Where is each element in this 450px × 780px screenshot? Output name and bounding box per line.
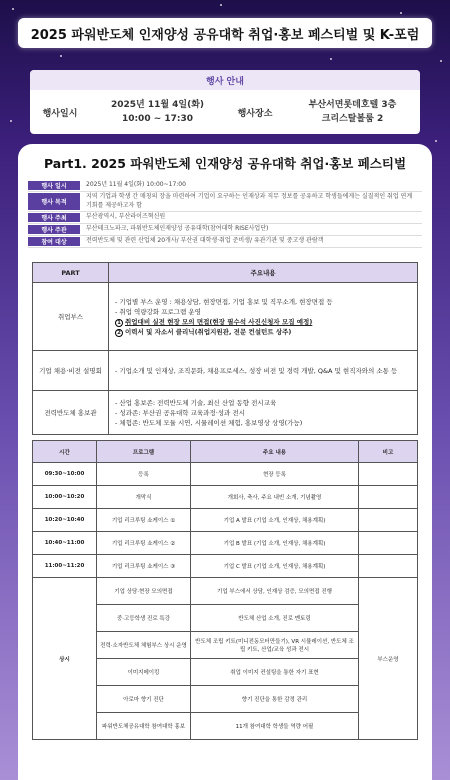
detail-row <box>28 236 422 248</box>
schedule-content: 반도체 산업 소개, 진로 멘토링 <box>191 605 359 632</box>
schedule-note <box>359 509 418 532</box>
schedule-note <box>359 463 418 486</box>
schedule-content: 반도체 조립 키트(미니전동모터만들기), VR 시뮬레이션, 반도체 조립 키트, 산업/교육 성과 전시 <box>191 632 359 659</box>
detail-key: 행사 주최 <box>28 213 80 222</box>
schedule-program: 기업 상담·현장 모의면접 <box>97 578 191 605</box>
detail-key: 참여 대상 <box>28 237 80 246</box>
table-row <box>33 532 418 555</box>
schedule-time: 10:20~10:40 <box>33 509 97 532</box>
row-description <box>109 351 418 391</box>
schedule-time: 11:00~11:20 <box>33 555 97 578</box>
table-header-row <box>33 441 418 463</box>
header-part: PART <box>33 263 109 283</box>
schedule-program: 파워반도체공유대학 참여대학 홍보 <box>97 713 191 740</box>
schedule-program: 전력·소자반도체 체험부스 상시 운영 <box>97 632 191 659</box>
detail-row <box>28 180 422 192</box>
row-description <box>109 283 418 351</box>
row-description <box>109 391 418 435</box>
header-program: 프로그램 <box>97 441 191 463</box>
place-value <box>285 98 420 126</box>
table-row <box>33 283 418 351</box>
schedule-content: 기업 B 발표 (기업 소개, 인재상, 채용계획) <box>191 532 359 555</box>
schedule-program: 중·고등학생 진로 특강 <box>97 605 191 632</box>
circle-number-icon: 2 <box>115 329 123 337</box>
schedule-program: 등록 <box>97 463 191 486</box>
row-category: 전력반도체 홍보관 <box>33 391 109 435</box>
schedule-content: 11개 참여대학 학생들 역량 어필 <box>191 713 359 740</box>
desc-line: - 취업 역량강화 프로그램 운영 <box>115 307 201 316</box>
time-text: 10:00 ~ 17:30 <box>121 114 194 124</box>
header-note: 비고 <box>359 441 418 463</box>
schedule-table <box>32 440 418 740</box>
date-value <box>90 98 225 126</box>
schedule-program: 개막식 <box>97 486 191 509</box>
desc-line: - 성과존: 부산권 공유대학 교육과정·성과 전시 <box>115 408 245 417</box>
schedule-note <box>359 532 418 555</box>
event-info-card <box>30 70 420 134</box>
desc-line-bold <box>115 327 411 337</box>
table-row <box>33 555 418 578</box>
page-title: 2025 파워반도체 인재양성 공유대학 취업·홍보 페스티벌 및 K-포럼 <box>18 18 432 48</box>
schedule-content: 현장 등록 <box>191 463 359 486</box>
row-category: 취업부스 <box>33 283 109 351</box>
table-row <box>33 578 418 605</box>
desc-line-bold <box>115 317 411 327</box>
date-label: 행사일시 <box>42 108 78 119</box>
desc-line: - 산업 홍보존: 전력반도체 기술, 최신 산업 동향 전시교육 <box>115 398 277 407</box>
detail-value: 전력반도체 및 관련 산업체 20개사/ 부산권 대학생·취업 준비생/ 유관기관 및 중고생 관람객 <box>86 237 324 244</box>
event-details <box>28 180 422 248</box>
detail-key: 행사 일시 <box>28 181 80 190</box>
schedule-content: 개회사, 축사, 주요 내빈 소개, 기념촬영 <box>191 486 359 509</box>
schedule-note-booth: 부스운영 <box>359 578 418 740</box>
schedule-time: 10:40~11:00 <box>33 532 97 555</box>
event-info-row <box>30 90 420 134</box>
detail-value: 부산광역시, 부산라이즈혁신원 <box>86 213 166 220</box>
item-text: 취업대비 실전 현장 모의 면접(현장 필수석 사진신청자 모집 예정) <box>125 317 313 326</box>
place-text-1: 부산서면롯데호텔 3층 <box>308 100 397 110</box>
detail-row <box>28 224 422 236</box>
detail-value: 2025년 11월 4일(화) 10:00~17:00 <box>86 181 186 188</box>
part-table <box>32 262 418 435</box>
part1-panel <box>18 144 432 780</box>
header-time: 시간 <box>33 441 97 463</box>
schedule-note <box>359 486 418 509</box>
table-row <box>33 391 418 435</box>
header-content: 주요 내용 <box>191 441 359 463</box>
table-row <box>33 351 418 391</box>
date-text: 2025년 11월 4일(화) <box>110 100 205 110</box>
schedule-time-always: 상시 <box>33 578 97 740</box>
schedule-program: 아로마 향기 진단 <box>97 686 191 713</box>
schedule-content: 기업 부스에서 상담, 인재상 검증, 모의면접 진행 <box>191 578 359 605</box>
schedule-content: 취업 이미지 컨설팅을 통한 자기 표현 <box>191 659 359 686</box>
place-text-2: 크리스탈볼룸 2 <box>321 114 384 124</box>
schedule-program: 기업 리크루팅 쇼케이스 ③ <box>97 555 191 578</box>
place-label: 행사장소 <box>237 108 273 119</box>
header-content: 주요내용 <box>109 263 418 283</box>
schedule-content: 기업 C 발표 (기업 소개, 인재상, 채용계획) <box>191 555 359 578</box>
table-header-row <box>33 263 418 283</box>
desc-line: - 기업소개 및 인재상, 조직문화, 채용프로세스, 성장 비전 및 경력 개발, Q&A 및 현직자와의 소통 등 <box>115 366 398 375</box>
item-text: 이력서 및 자소서 클리닉(취업지원관, 전문 컨설턴트 상주) <box>125 327 292 336</box>
schedule-content: 향기 진단을 통한 감정 관리 <box>191 686 359 713</box>
detail-key: 행사 주관 <box>28 225 80 234</box>
detail-row <box>28 192 422 212</box>
row-category: 기업 채용·비전 설명회 <box>33 351 109 391</box>
schedule-program: 기업 리크루팅 쇼케이스 ① <box>97 509 191 532</box>
table-row <box>33 463 418 486</box>
schedule-time: 10:00~10:20 <box>33 486 97 509</box>
detail-key: 행사 목적 <box>28 193 80 210</box>
detail-value: 지역 기업과 학생 간 매칭의 장을 마련하여 기업이 요구하는 인재상과 직무 정보를 공유하고 학생들에게는 실질적인 취업 연계 기회를 제공하고자 함 <box>86 193 413 209</box>
desc-line: - 체험존: 반도체 모듈 시연, 시뮬레이션 체험, 홍보영상 상영(가능) <box>115 418 303 427</box>
table-row <box>33 509 418 532</box>
table-row <box>33 486 418 509</box>
event-info-header: 행사 안내 <box>30 70 420 90</box>
schedule-program: 이미지메이킹 <box>97 659 191 686</box>
circle-number-icon: 1 <box>115 319 123 327</box>
detail-value: 부산테크노파크, 파워반도체인재양성 공유대학(참여대학 RISE사업단) <box>86 225 269 232</box>
schedule-program: 기업 리크루팅 쇼케이스 ② <box>97 532 191 555</box>
schedule-note <box>359 555 418 578</box>
detail-row <box>28 212 422 224</box>
schedule-time: 09:30~10:00 <box>33 463 97 486</box>
desc-line: - 기업별 부스 운영 : 채용상담, 현장면접, 기업 홍보 및 직무소개, 현장면접 등 <box>115 297 333 306</box>
part1-title: Part1. 2025 파워반도체 인재양성 공유대학 취업·홍보 페스티벌 <box>43 156 407 171</box>
schedule-content: 기업 A 발표 (기업 소개, 인재상, 채용계획) <box>191 509 359 532</box>
